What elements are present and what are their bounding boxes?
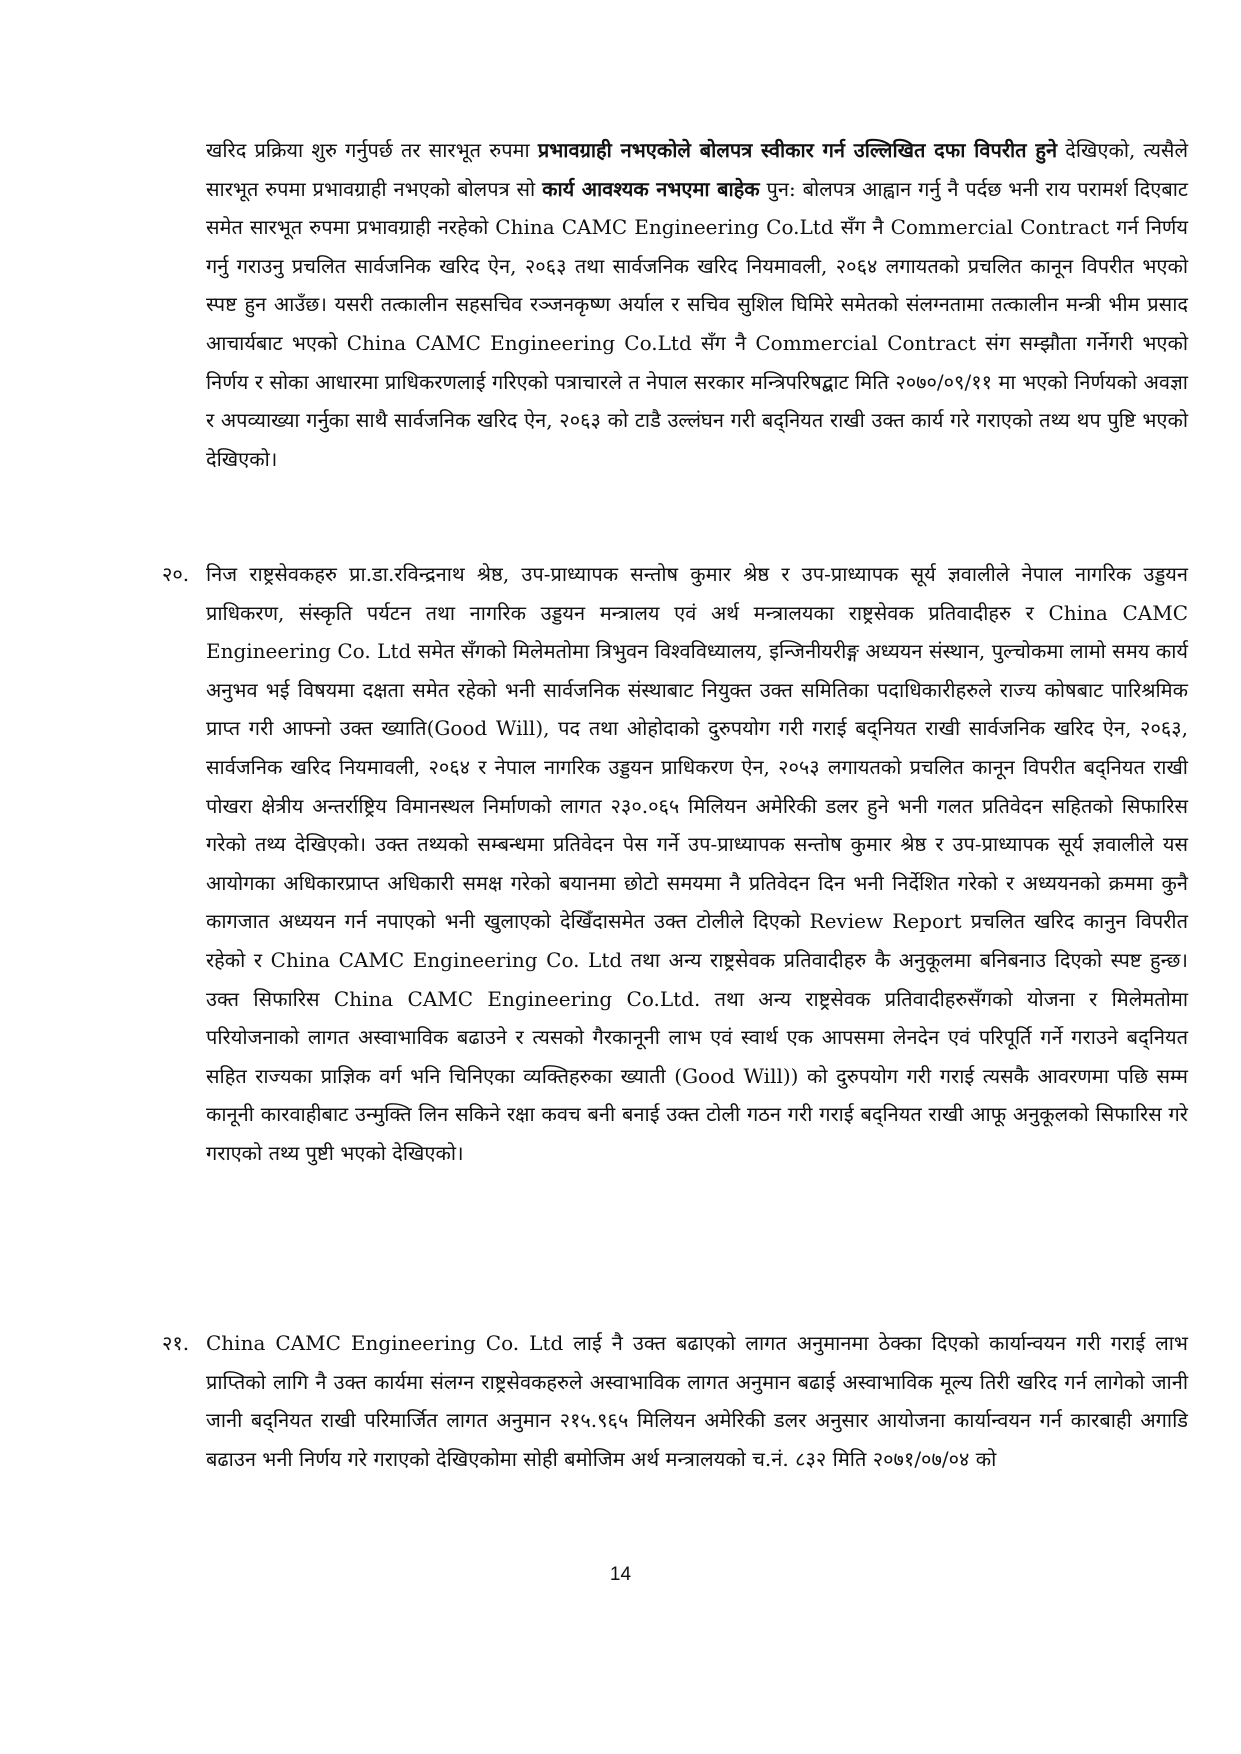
paragraph-20-text: निज राष्ट्रसेवकहरु प्रा.डा.रविन्द्रनाथ श्रेष्ठ, उप-प्राध्यापक सन्तोष कुमार श्रेष्ठ र उप-प्राध्यापक सूर्य ज्ञवालीले नेपाल नागरिक उड्डयन प्राधिकरण, संस्कृति पर्यटन तथा नागरिक उड्डयन मन्त्रालय एवं अर्थ मन्त्रालयका राष्ट्रसेवक प्रतिवादीहरु र China CAMC Engineering Co. Ltd समेत सँगको मिलेमतोमा त्रिभुवन विश्वविध्यालय, इन्जिनीयरीङ्ग अध्ययन संस्थान, पुल्चोकमा लामो समय कार्य अनुभव भई विषयमा दक्षता समेत रहेको भनी सार्वजनिक संस्थाबाट नियुक्त उक्त समितिका पदाधिकारीहरुले राज्य कोषबाट पारिश्रमिक प्राप्त गरी आफ्नो उक्त ख्याति(Good Will), पद तथा ओहोदाको दुरुपयोग गरी गराई बद्नियत राखी सार्वजनिक खरिद ऐन, २०६३, सार्वजनिक खरिद नियमावली, २०६४ र नेपाल नागरिक उड्डयन प्राधिकरण ऐन, २०५३ लगायतको प्रचलित कानून विपरीत बद्नियत राखी पोखरा क्षेत्रीय अन्तर्राष्ट्रिय विमानस्थल निर्माणको लागत २३०.०६५ मिलियन अमेरिकी डलर हुने भनी गलत प्रतिवेदन सहितको सिफारिस गरेको तथ्य देखिएको। उक्त तथ्यको सम्बन्धमा प्रतिवेदन पेस गर्ने उप-प्राध्यापक सन्तोष कुमार श्रेष्ठ र उप-प्राध्यापक सूर्य ज्ञवालीले यस आयोगका अधिकारप्राप्त अधिकारी समक्ष गरेको बयानमा छोटो समयमा नै प्रतिवेदन दिन भनी निर्देशित गरेको र अध्ययनको क्रममा कुनै कागजात अध्ययन गर्न नपाएको भनी खुलाएको देखिँदासमेत उक्त टोलीले दिएको Review Report प्रचलित खरिद कानुन विपरीत रहेको र China CAMC Engineering Co. Ltd तथा अन्य राष्ट्रसेवक प्रतिवादीहरु कै अनुकूलमा बनिबनाउ दिएको स्पष्ट हुन्छ। उक्त सिफारिस China CAMC Engineering Co.Ltd. तथा अन्य राष्ट्रसेवक प्रतिवादीहरुसँगको योजना र मिलेमतोमा परियोजनाको लागत अस्वाभाविक बढाउने र त्यसको गैरकानूनी लाभ एवं स्वार्थ एक आपसमा लेनदेन एवं परिपूर्ति गर्ने गराउने बद्नियत सहित राज्यका प्राज्ञिक वर्ग भनि चिनिएका व्यक्तिहरुका ख्याती (Good Will)) को दुरुपयोग गरी गराई त्यसकै आवरणमा पछि सम्म कानूनी कारवाहीबाट उन्मुक्ति लिन सकिने रक्षा कवच बनी बनाई उक्त टोली गठन गरी गराई बद्नियत राखी आफू अनुकूलको सिफारिस गरे गराएको तथ्य पुष्टी भएको देखिएको। [206,562,1189,1165]
paragraph-21-number: २१. [162,1331,190,1355]
paragraph-21-text: China CAMC Engineering Co. Ltd लाई नै उक्त बढाएको लागत अनुमानमा ठेक्का दिएको कार्यान्वयन गरी गराई लाभ प्राप्तिको लागि नै उक्त कार्यमा संलग्न राष्ट्रसेवकहरुले अस्वाभाविक लागत अनुमान बढाई अस्वाभाविक मूल्य तिरी खरिद गर्न लागेको जानी जानी बद्नियत राखी परिमार्जित लागत अनुमान २१५.९६५ मिलियन अमेरिकी डलर अनुसार आयोजना कार्यान्वयन गर्न कारबाही अगाडि बढाउन भनी निर्णय गरे गराएको देखिएकोमा सोही बमोजिम अर्थ मन्त्रालयको च.नं. ८३२ मिति २०७१/०७/०४ को [206,1331,1188,1471]
continuation-bold-1: प्रभावग्राही नभएकोले बोलपत्र स्वीकार गर्न उल्लिखित दफा विपरीत हुने [537,138,1058,162]
continuation-bold-2: कार्य आवश्यक नभएमा बाहेक [542,176,760,201]
continuation-text-3: पुन: बोलपत्र आह्वान गर्नु नै पर्दछ भनी राय परामर्श दिएबाट समेत सारभूत रुपमा प्रभावग्राही नरहेको China CAMC Engineering Co.Ltd सँग नै Commercial Contract गर्न निर्णय गर्नु गराउनु प्रचलित सार्वजनिक खरिद ऐन, २०६३ तथा सार्वजनिक खरिद नियमावली, २०६४ लगायतको प्रचलित कानून विपरीत भएको स्पष्ट हुन आउँछ। यसरी तत्कालीन सहसचिव रञ्जनकृष्ण अर्याल र सचिव सुशिल घिमिरे समेतको संलग्नतामा तत्कालीन मन्त्री भीम प्रसाद आचार्यबाट भएको China CAMC Engineering Co.Ltd सँग नै Commercial Contract संग सम्झौता गर्नेगरी भएको निर्णय र सोका आधारमा प्राधिकरणलाई गरिएको पत्राचारले त नेपाल सरकार मन्त्रिपरिषद्बाट मिति २०७०/०९/११ मा भएको निर्णयको अवज्ञा र अपव्याख्या गर्नुका साथै सार्वजनिक खरिद ऐन, २०६३ को टाडै उल्लंघन गरी बद्नियत राखी उक्त कार्य गरे गराएको तथ्य थप पुष्टि भएको देखिएको। [206,176,1188,471]
paragraph-21 [162,1324,1188,1478]
continuation-text-1: खरिद प्रक्रिया शुरु गर्नुपर्छ तर सारभूत रुपमा [206,138,538,162]
continuation-paragraph [206,131,1188,478]
continuation-text-2: देखिएको, त्यसैले सारभूत रुपमा प्रभावग्राही नभएको बोलपत्र सो [206,138,1189,201]
paragraph-20 [162,555,1188,1173]
page-number: 14 [609,1564,632,1585]
paragraph-20-number: २०. [162,562,190,586]
